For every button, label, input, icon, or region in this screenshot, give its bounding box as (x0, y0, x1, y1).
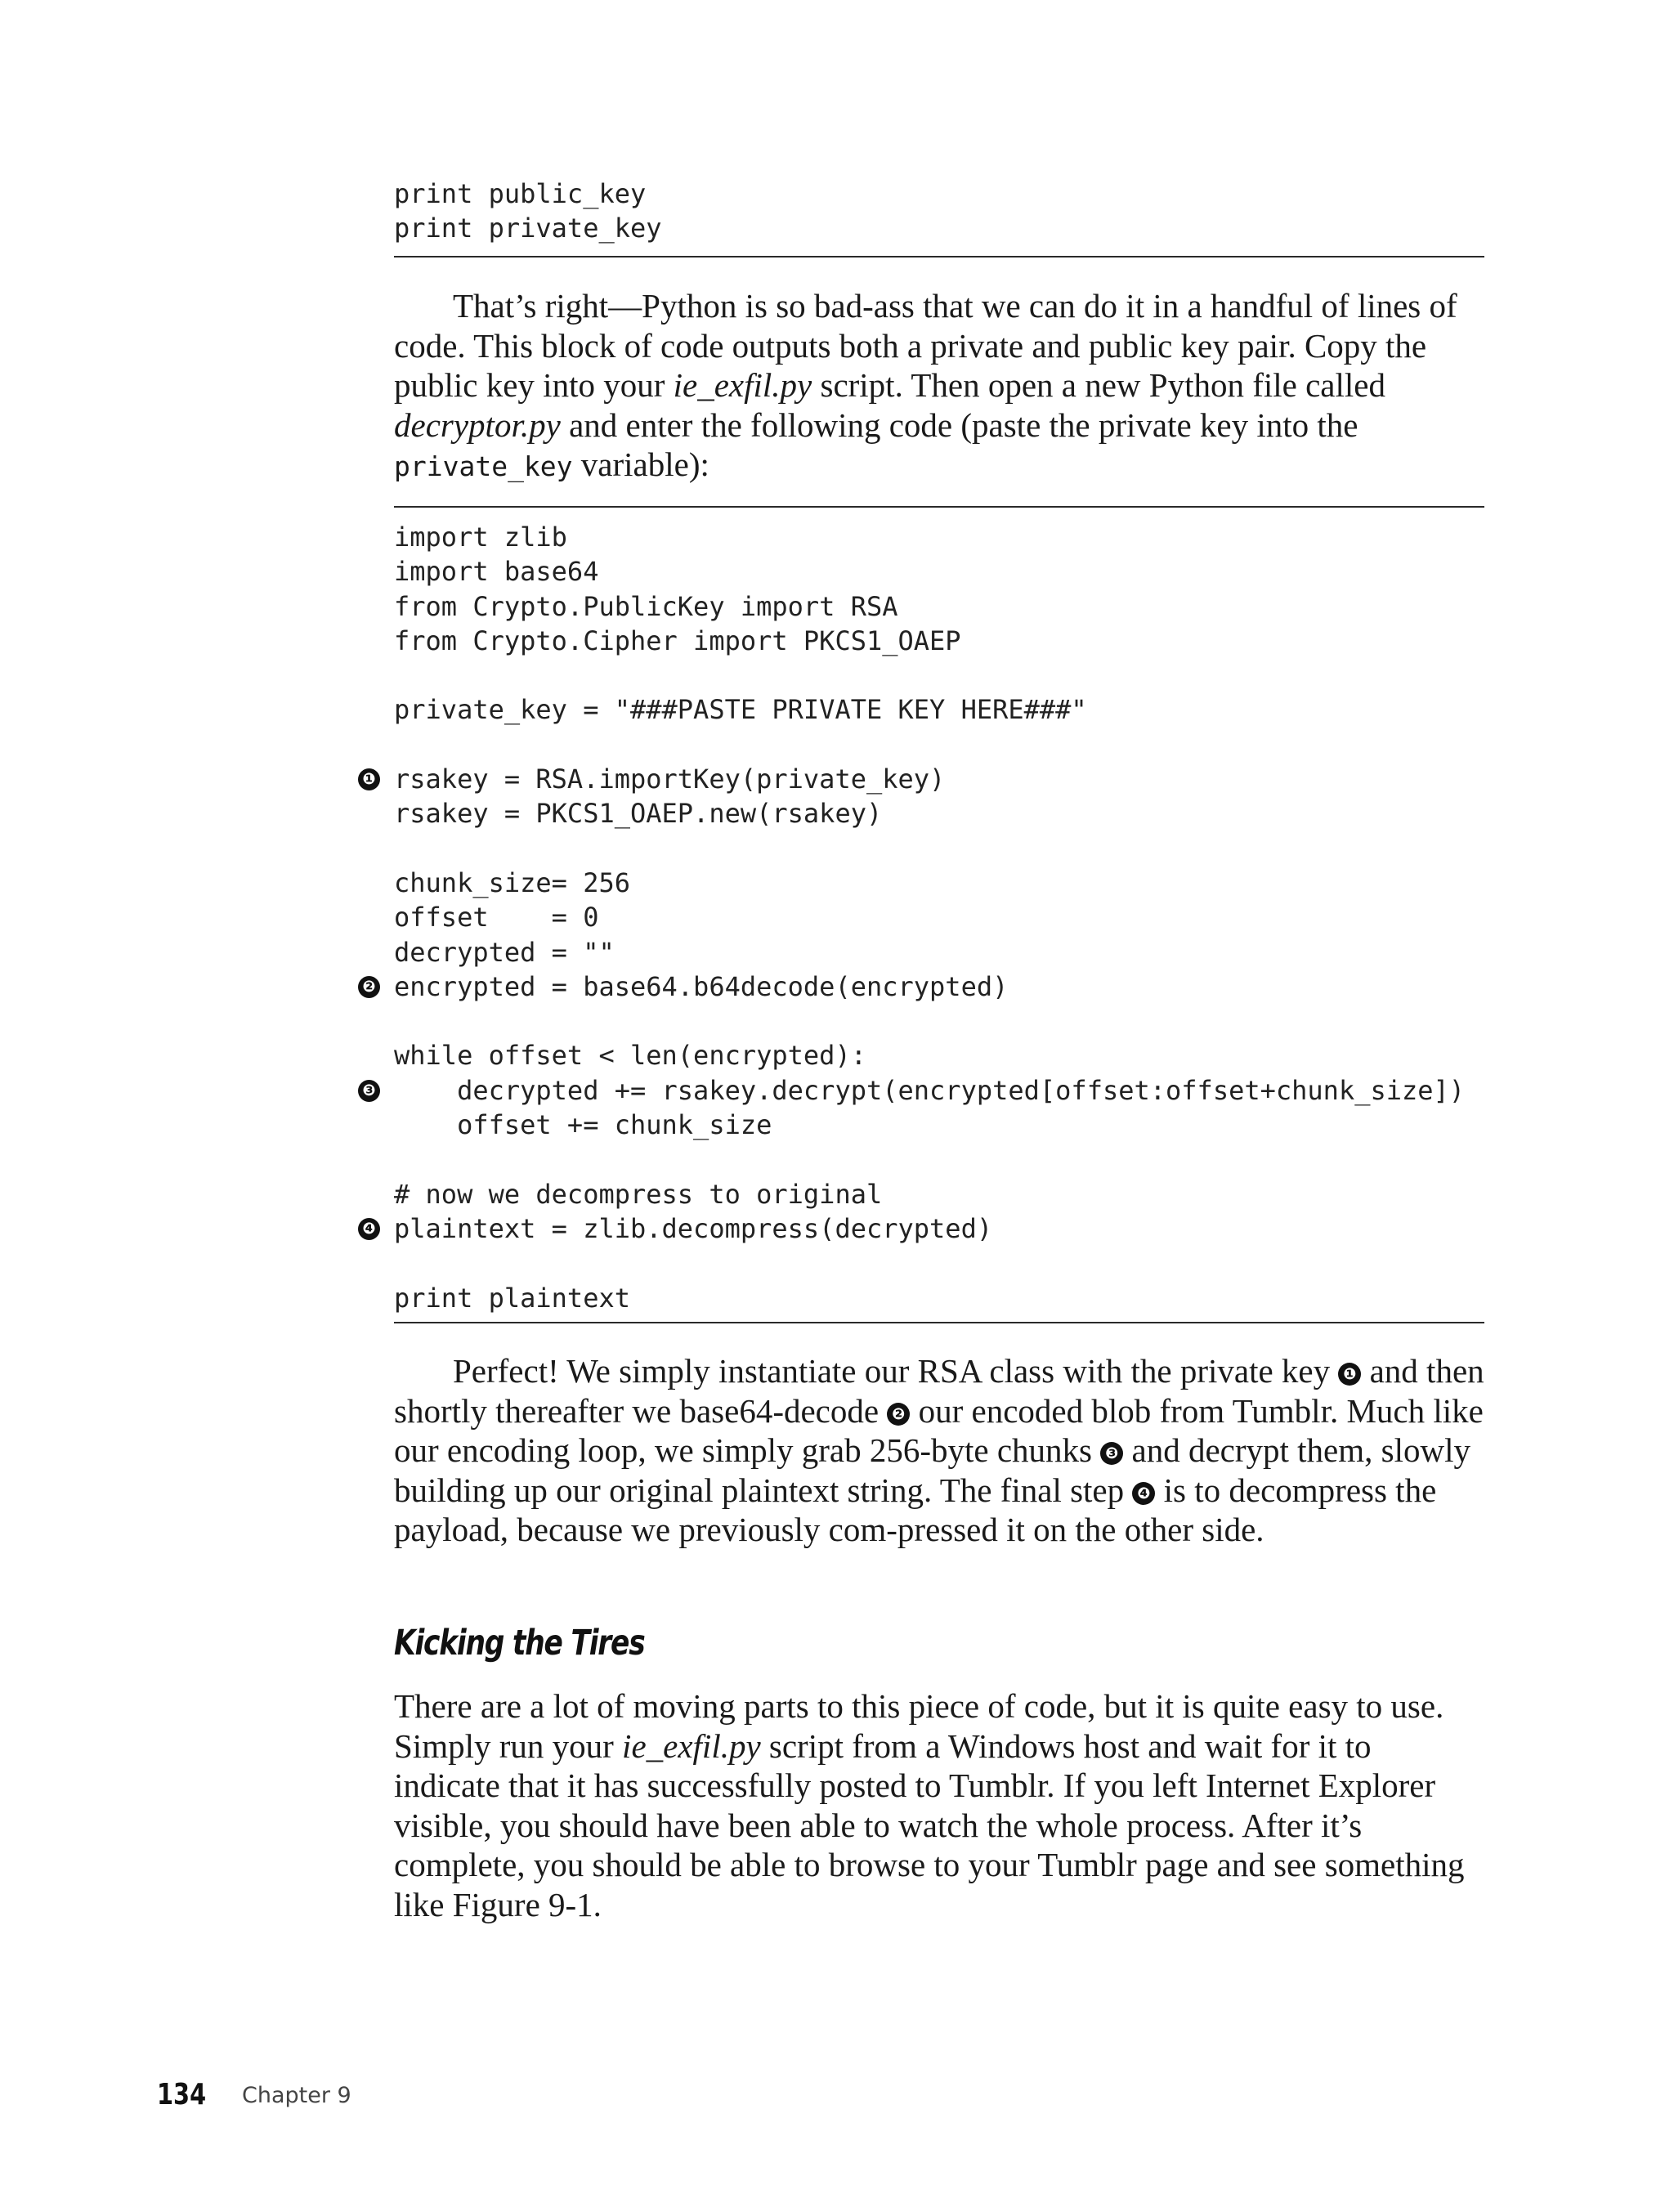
running-footer-chapter: Chapter 9 (242, 2083, 351, 2108)
code-block-rule (394, 256, 1484, 257)
page-number: 134 (157, 2078, 207, 2111)
code-line-callout-2: ❷ encrypted = base64.b64decode(encrypted) (394, 969, 1465, 1004)
code-line: print plaintext (394, 1282, 630, 1314)
code-line: offset += chunk_size (394, 1109, 772, 1141)
code-line: from Crypto.PublicKey import RSA (394, 590, 898, 622)
code-line (394, 658, 1465, 692)
code-line: import base64 (394, 556, 599, 588)
section-heading: Kicking the Tires (394, 1623, 645, 1663)
code-line: print private_key (394, 213, 662, 244)
callout-1-icon: ❶ (358, 768, 380, 790)
paragraph-intro: That’s right—Python is so bad-ass that we can do it in a handful of lines of code. This block of code outputs both a private and public key pair. Copy the public key into your ie_exfil.py script. Then open a new Python file called decryptor.py and enter the following code (paste the private key into the private_key variable): (394, 287, 1457, 483)
code-block-top (394, 177, 662, 246)
filename: decryptor.py (394, 405, 561, 444)
callout-3-icon: ❸ (1100, 1442, 1123, 1465)
code-block-decryptor (362, 520, 1466, 1315)
code-line (394, 831, 1465, 866)
callout-1-icon: ❶ (1338, 1363, 1361, 1386)
code-line: print public_key (394, 178, 647, 209)
filename: ie_exfil.py (673, 366, 812, 404)
code-line: private_key = "###PASTE PRIVATE KEY HERE###" (394, 694, 1087, 726)
code-block-rule (394, 1322, 1484, 1323)
callout-4-icon: ❹ (1132, 1482, 1155, 1505)
code-line: rsakey = PKCS1_OAEP.new(rsakey) (394, 798, 883, 830)
code-line: offset = 0 (394, 902, 599, 934)
code-line-callout-3: ❸ decrypted += rsakey.decrypt(encrypted[offset:offset+chunk_size]) (394, 1073, 1465, 1108)
code-line (394, 1246, 1465, 1280)
code-line: # now we decompress to original (394, 1178, 883, 1210)
code-line: import zlib (394, 522, 567, 553)
paragraph-kicking-tires: There are a lot of moving parts to this piece of code, but it is quite easy to use. Simply run your ie_exfil.py script from a Windows host and wait for it to indicate that it has successfully posted to Tumblr. If you left Internet Explorer visible, you should have been able to watch the whole process. After it’s complete, you should be able to browse to your Tumblr page and see something like Figure 9-1. (394, 1687, 1465, 1923)
code-block-rule (394, 506, 1484, 508)
code-line: decrypted = "" (394, 936, 615, 968)
code-line-callout-1: ❶ rsakey = RSA.importKey(private_key) (394, 762, 1465, 796)
code-line: while offset < len(encrypted): (394, 1040, 866, 1072)
code-line-callout-4: ❹ plaintext = zlib.decompress(decrypted) (394, 1211, 1465, 1246)
code-line (394, 728, 1465, 762)
code-line: from Crypto.Cipher import PKCS1_OAEP (394, 625, 961, 656)
inline-code: private_key (394, 450, 573, 482)
callout-3-icon: ❸ (358, 1080, 380, 1102)
callout-2-icon: ❷ (358, 976, 380, 998)
code-line: chunk_size= 256 (394, 866, 630, 898)
callout-4-icon: ❹ (358, 1218, 380, 1240)
code-line (394, 1142, 1465, 1176)
filename: ie_exfil.py (622, 1726, 761, 1765)
code-line (394, 1004, 1465, 1038)
paragraph-explanation: Perfect! We simply instantiate our RSA class with the private key ❶ and then shortly thereafter we base64-decode ❷ our encoded blob from Tumblr. Much like our encoding loop, we simply grab 256-byte chunks ❸ and decrypt them, slowly building up our original plaintext string. The final step ❹ is to decompress the payload, because we previously com-pressed it on the other side. (394, 1352, 1484, 1548)
callout-2-icon: ❷ (887, 1403, 910, 1426)
